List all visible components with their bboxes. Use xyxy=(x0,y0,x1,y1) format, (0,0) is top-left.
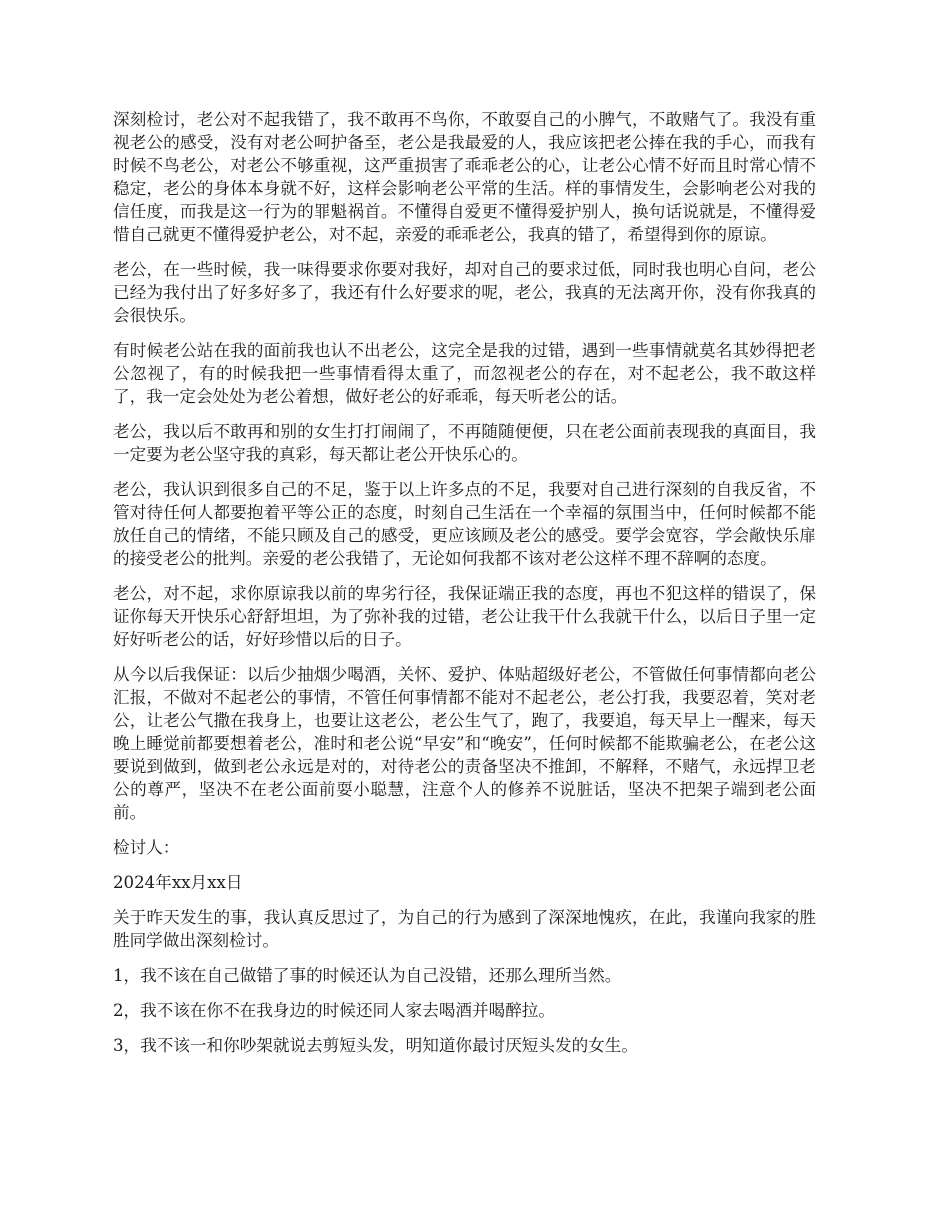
paragraph-ignoring: 有时候老公站在我的面前我也认不出老公，这完全是我的过错，遇到一些事情就莫名其妙得把老公忽视了，有的时候我把一些事情看得太重了，而忽视老公的存在，对不起老公，我不敢这样了，我一定会处处为老公着想，做好老公的好乖乖，每天听老公的话。 xyxy=(113,341,816,406)
paragraph-guarantees: 从今以后我保证：以后少抽烟少喝酒，关怀、爱护、体贴超级好老公，不管做任何事情都向老公汇报，不做对不起老公的事情，不管任何事情都不能对不起老公，老公打我，我要忍着，笑对老公，让老公气撒在我身上，也要让这老公，老公生气了，跑了，我要追，每天早上一醒来，每天晚上睡觉前都要想着老公，准时和老公说“早安”和“晚安”，任何时候都不能欺骗老公，在老公这要说到做到，做到老公永远是对的，对待老公的责备坚决不推卸，不解释，不赌气，永远捍卫老公的尊严，坚决不在老公面前耍小聪慧，注意个人的修养不说脏话，坚决不把架子端到老公面前。 xyxy=(113,665,816,822)
date-line: 2024年xx月xx日 xyxy=(113,873,243,892)
list-item-3: 3，我不该一和你吵架就说去剪短头发，明知道你最讨厌短头发的女生。 xyxy=(113,1036,638,1055)
list-item-1: 1，我不该在自己做错了事的时候还认为自己没错，还那么理所当然。 xyxy=(113,966,622,985)
paragraph-apology-intro: 深刻检讨，老公对不起我错了，我不敢再不鸟你，不敢耍自己的小脾气，不敢赌气了。我没有重视老公的感受，没有对老公呵护备至，老公是我最爱的人，我应该把老公捧在我的手心，而我有时候不鸟老公，对老公不够重视，这严重损害了乖乖老公的心，让老公心情不好而且时常心情不稳定，老公的身体本身就不好，这样会影响老公平常的生活。样的事情发生，会影响老公对我的信任度，而我是这一行为的罪魁祸首。不懂得自爱更不懂得爱护别人，换句话说就是，不懂得爱惜自己就更不懂得爱护老公，对不起，亲爱的乖乖老公，我真的错了，希望得到你的原谅。 xyxy=(113,110,816,244)
paragraph-other-girls: 老公，我以后不敢再和别的女生打打闹闹了，不再随随便便，只在老公面前表现我的真面目，我一定要为老公坚守我的真彩，每天都让老公开快乐心的。 xyxy=(113,422,816,464)
paragraph-self-reflection: 老公，我认识到很多自己的不足，鉴于以上许多点的不足，我要对自己进行深刻的自我反省，不管对待任何人都要抱着平等公正的态度，时刻自己生活在一个幸福的氛围当中，任何时候都不能放任自己的情绪，不能只顾及自己的感受，更应该顾及老公的感受。要学会宽容，学会敞快乐扉的接受老公的批判。亲爱的老公我错了，无论如何我都不该对老公这样不理不辞啊的态度。 xyxy=(113,480,816,568)
paragraph-demands: 老公，在一些时候，我一味得要求你要对我好，却对自己的要求过低，同时我也明心自问，老公已经为我付出了好多好多了，我还有什么好要求的呢，老公，我真的无法离开你，没有你我真的会很快乐。 xyxy=(113,260,816,325)
paragraph-second-letter-intro: 关于昨天发生的事，我认真反思过了，为自己的行为感到了深深地愧疚，在此，我谨向我家的胜胜同学做出深刻检讨。 xyxy=(113,908,816,950)
list-item-2: 2，我不该在你不在我身边的时候还同人家去喝酒并喝醉拉。 xyxy=(113,1001,555,1020)
paragraph-promise-attitude: 老公，对不起，求你原谅我以前的卑劣行径，我保证端正我的态度，再也不犯这样的错误了，保证你每天开快乐心舒舒坦坦，为了弥补我的过错，老公让我干什么我就干什么，以后日子里一定好好听老公的话，好好珍惜以后的日子。 xyxy=(113,584,816,649)
signature-label: 检讨人： xyxy=(113,838,180,857)
